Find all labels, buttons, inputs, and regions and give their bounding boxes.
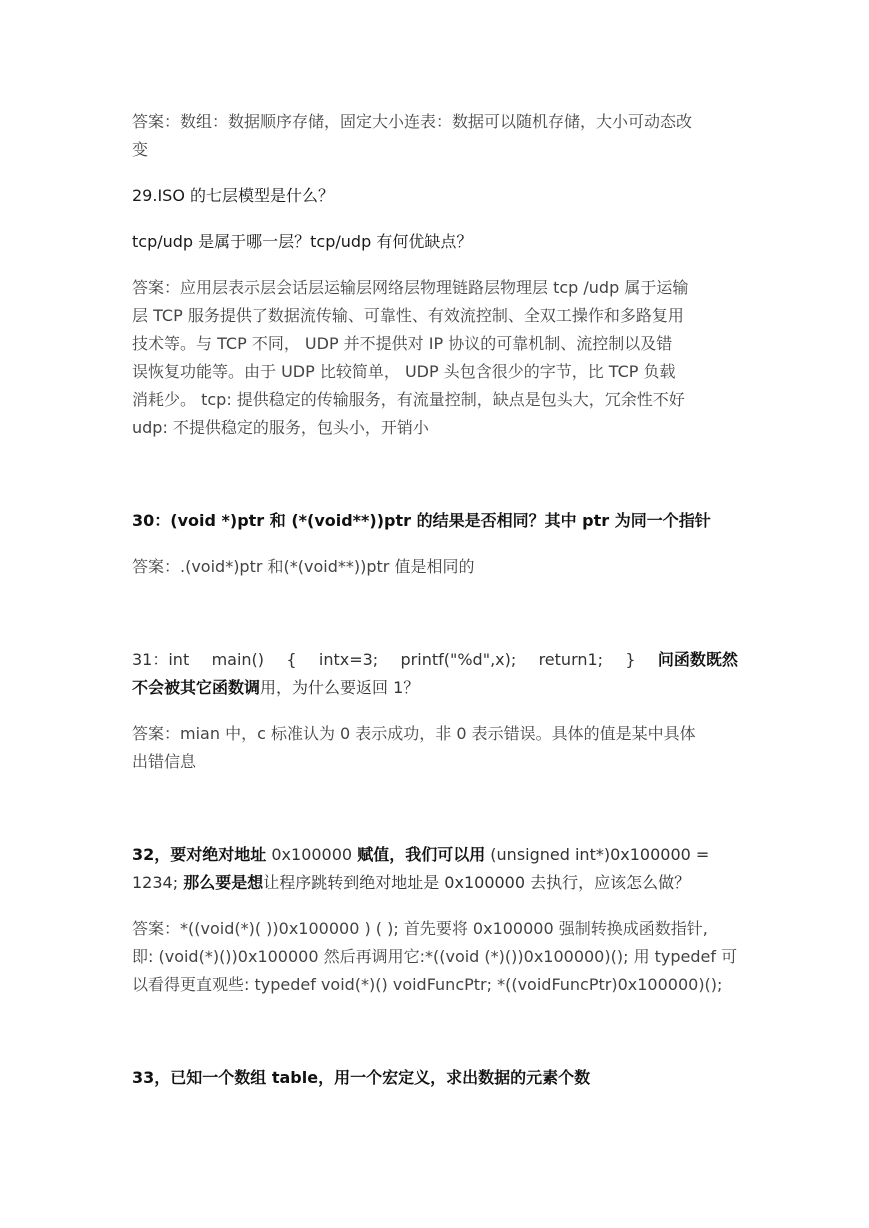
q31-token: intx=3; [318,650,379,669]
answer-31-line-2: 出错信息 [132,752,197,771]
answer-29-line-4: 误恢复功能等。由于 UDP 比较简单， UDP 头包含很少的字节，比 TCP 负载 [132,362,676,381]
q31-token: printf("%d",x); [400,650,517,669]
q32-mid: 0x100000 [266,845,358,864]
question-31-line-2 [132,677,738,699]
q32-line2-a: 1234; [132,873,184,892]
answer-32-line-1: 答案：*((void(*)( ))0x100000 ) ( ); 首先要将 0x100000 强制转换成函数指针, [132,919,708,938]
q31-token-bold: 问函数既然 [657,650,738,669]
answer-29-line-3: 技术等。与 TCP 不同， UDP 并不提供对 IP 协议的可靠机制、流控制以及错 [132,334,673,353]
q31-token: main() [211,650,265,669]
question-29-title [132,185,738,207]
answer-32-line-2: 即: (void(*)())0x100000 然后再调用它:*((void (*)())0x100000)(); 用 typedef 可 [132,947,738,966]
question-29-subtitle: tcp/udp 是属于哪一层？tcp/udp 有何优缺点？ [132,232,473,251]
q31-line2-bold: 不会被其它函数调 [132,678,261,697]
q32-bold-2: 赋值，我们可以用 [357,845,486,864]
q31-token: 31：int [132,650,190,669]
q32-line2-bold: 那么要是想 [183,873,264,892]
answer-29-line-2: 层 TCP 服务提供了数据流传输、可靠性、有效流控制、全双工操作和多路复用 [132,306,684,325]
answer-32-line-3: 以看得更直观些: typedef void(*)() voidFuncPtr; *((voidFuncPtr)0x100000)(); [132,975,723,994]
answer-28-line-2: 变 [132,140,149,159]
answer-30-line-1: 答案：.(void*)ptr 和(*(void**))ptr 值是相同的 [132,557,475,576]
q32-line2-rest: 让程序跳转到绝对地址是 0x100000 去执行，应该怎么做？ [263,873,691,892]
question-32-line-1 [132,844,738,866]
answer-29-line-5: 消耗少。 tcp: 提供稳定的传输服务，有流量控制，缺点是包头大，冗余性不好 [132,390,685,409]
question-29-title-text: 29.ISO 的七层模型是什么？ [132,186,335,205]
answer-28-line-1: 答案：数组：数据顺序存储，固定大小连表：数据可以随机存储，大小可动态改 [132,112,693,131]
q31-token: return1; [538,650,604,669]
q31-token: } [625,650,636,669]
question-31-line-1 [132,649,738,671]
question-32-line-2 [132,872,738,894]
question-30-title: 30：(void *)ptr 和 (*(void**))ptr 的结果是否相同？其中 ptr 为同一个指针 [132,511,711,530]
answer-31-line-1: 答案：mian 中，c 标准认为 0 表示成功，非 0 表示错误。具体的值是某中具体 [132,724,696,743]
answer-29-line-1: 答案：应用层表示层会话层运输层网络层物理链路层物理层 tcp /udp 属于运输 [132,278,689,297]
q31-token: { [286,650,297,669]
answer-29-line-6: udp: 不提供稳定的服务，包头小，开销小 [132,418,429,437]
question-33-title: 33，已知一个数组 table，用一个宏定义，求出数据的元素个数 [132,1068,591,1087]
q31-line2-rest: 用，为什么要返回 1？ [260,678,420,697]
q32-rest-1: (unsigned int*)0x100000 = [485,845,710,864]
q32-bold-1: 32，要对绝对地址 [132,845,267,864]
